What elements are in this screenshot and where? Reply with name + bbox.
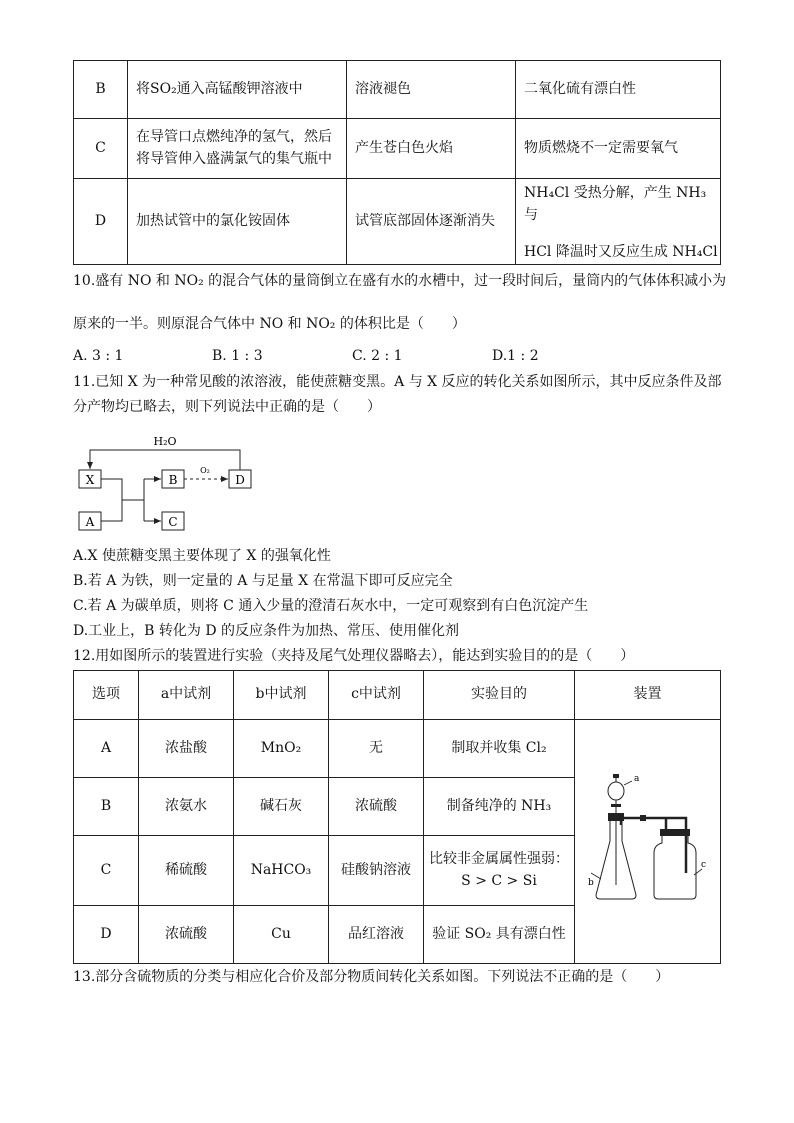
option-cell: D bbox=[74, 179, 128, 265]
reagent-c-cell: 品红溶液 bbox=[329, 906, 424, 964]
conclusion-cell bbox=[516, 179, 721, 265]
header-cell: a中试剂 bbox=[139, 671, 234, 720]
funnel-stopper bbox=[613, 774, 619, 778]
operation-line: 在导管口点燃纯净的氢气，然后 bbox=[136, 128, 332, 145]
h2o-label: H₂O bbox=[153, 435, 177, 448]
option-cell: D bbox=[74, 906, 139, 964]
q11-option-c: C.若 A 为碳单质，则将 C 通入少量的澄清石灰水中，一定可观察到有白色沉淀产生 bbox=[73, 598, 589, 614]
reagent-b-cell: MnO₂ bbox=[234, 720, 329, 778]
node-a-label: A bbox=[85, 515, 95, 529]
option-cell: B bbox=[74, 61, 128, 119]
goal-cell: 验证 SO₂ 具有漂白性 bbox=[424, 906, 575, 964]
funnel-bulb bbox=[608, 782, 624, 800]
conclusion-cell: 二氧化硫有漂白性 bbox=[516, 61, 721, 119]
option-cell: C bbox=[74, 119, 128, 179]
q13-stem: 13.部分含硫物质的分类与相应化合价及部分物质间转化关系如图。下列说法不正确的是（ ） bbox=[73, 969, 670, 985]
label-a-line bbox=[624, 781, 632, 785]
arrow-d-to-x bbox=[90, 450, 240, 470]
q11-option-d: D.工业上，B 转化为 D 的反应条件为加热、常压、使用催化剂 bbox=[73, 623, 460, 639]
q10-option-a: A. 3 : 1 bbox=[73, 348, 124, 364]
q11-option-a: A.X 使蔗糖变黑主要体现了 X 的强氧化性 bbox=[73, 548, 331, 564]
phenomenon-cell: 试管底部固体逐渐消失 bbox=[347, 179, 516, 265]
goal-line: S > C > Si bbox=[461, 872, 537, 889]
header-cell: b中试剂 bbox=[234, 671, 329, 720]
node-c-label: C bbox=[168, 515, 178, 529]
reagent-b-cell: NaHCO₃ bbox=[234, 836, 329, 906]
q10-stem-line1: 10.盛有 NO 和 NO₂ 的混合气体的量筒倒立在盛有水的水槽中，过一段时间后，量筒内的气体体积减小为 bbox=[73, 273, 727, 289]
phenomenon-cell: 产生苍白色火焰 bbox=[347, 119, 516, 179]
operation-line: 将导管伸入盛满氯气的集气瓶中 bbox=[136, 150, 332, 167]
label-c: c bbox=[700, 859, 706, 870]
label-b: b bbox=[587, 877, 594, 888]
q10-option-d: D.1 : 2 bbox=[492, 348, 539, 364]
operation-cell bbox=[128, 119, 347, 179]
header-cell: 实验目的 bbox=[424, 671, 575, 720]
conclusion-line: HCl 降温时又反应生成 NH₄Cl bbox=[524, 244, 718, 261]
table-header-row bbox=[74, 671, 721, 720]
option-cell: A bbox=[74, 720, 139, 778]
tube-clamp bbox=[640, 815, 646, 821]
reagent-c-cell: 浓硫酸 bbox=[329, 778, 424, 836]
reagent-a-cell: 浓盐酸 bbox=[139, 720, 234, 778]
experiment-table-top bbox=[73, 60, 721, 265]
reagent-b-cell: 碱石灰 bbox=[234, 778, 329, 836]
table-row bbox=[74, 720, 721, 778]
node-d-label: D bbox=[235, 473, 245, 487]
header-cell: c中试剂 bbox=[329, 671, 424, 720]
goal-line: 比较非金属属性强弱： bbox=[429, 850, 569, 867]
table-row bbox=[74, 179, 721, 265]
conclusion-line: NH₄Cl 受热分解，产生 NH₃ 与 bbox=[524, 185, 707, 223]
q10-stem-line2: 原来的一半。则原混合气体中 NO 和 NO₂ 的体积比是（ ） bbox=[73, 316, 466, 332]
reagent-c-cell: 无 bbox=[329, 720, 424, 778]
operation-cell: 将SO₂通入高锰酸钾溶液中 bbox=[128, 61, 347, 119]
goal-cell: 制备纯净的 NH₃ bbox=[424, 778, 575, 836]
node-b-label: B bbox=[168, 473, 178, 487]
apparatus-cell bbox=[575, 720, 721, 964]
funnel-valve bbox=[611, 804, 621, 807]
o2-label: O₂ bbox=[200, 466, 210, 475]
bottle-stopper bbox=[660, 829, 690, 836]
header-cell: 选项 bbox=[74, 671, 139, 720]
reagent-b-cell: Cu bbox=[234, 906, 329, 964]
node-x-label: X bbox=[85, 473, 95, 487]
reagent-a-cell: 稀硫酸 bbox=[139, 836, 234, 906]
goal-cell bbox=[424, 836, 575, 906]
q10-option-c: C. 2 : 1 bbox=[352, 348, 403, 364]
header-cell: 装置 bbox=[575, 671, 721, 720]
reagent-c-cell: 硅酸钠溶液 bbox=[329, 836, 424, 906]
table-row bbox=[74, 119, 721, 179]
goal-cell: 制取并收集 Cl₂ bbox=[424, 720, 575, 778]
q10-option-b: B. 1 : 3 bbox=[212, 348, 263, 364]
q11-option-b: B.若 A 为铁，则一定量的 A 与足量 X 在常温下即可反应完全 bbox=[73, 573, 453, 589]
option-cell: C bbox=[74, 836, 139, 906]
phenomenon-cell: 溶液褪色 bbox=[347, 61, 516, 119]
q11-stem-line1: 11.已知 X 为一种常见酸的浓溶液，能使蔗糖变黑。A 与 X 反应的转化关系如图所示，其中反应条件及部 bbox=[73, 374, 722, 390]
conclusion-cell: 物质燃烧不一定需要氧气 bbox=[516, 119, 721, 179]
q12-stem: 12.用如图所示的装置进行实验（夹持及尾气处理仪器略去），能达到实验目的的是（ ） bbox=[73, 648, 635, 664]
table-row bbox=[74, 61, 721, 119]
apparatus-figure bbox=[588, 763, 708, 913]
reagent-a-cell: 浓硫酸 bbox=[139, 906, 234, 964]
bottle-body bbox=[654, 836, 696, 899]
operation-cell: 加热试管中的氯化铵固体 bbox=[128, 179, 347, 265]
q11-stem-line2: 分产物均已略去，则下列说法中正确的是（ ） bbox=[73, 399, 381, 415]
option-cell: B bbox=[74, 778, 139, 836]
label-a: a bbox=[633, 773, 639, 784]
experiment-table-q12 bbox=[73, 670, 721, 964]
merge-line bbox=[101, 479, 122, 521]
conversion-diagram bbox=[72, 432, 272, 540]
reagent-a-cell: 浓氨水 bbox=[139, 778, 234, 836]
